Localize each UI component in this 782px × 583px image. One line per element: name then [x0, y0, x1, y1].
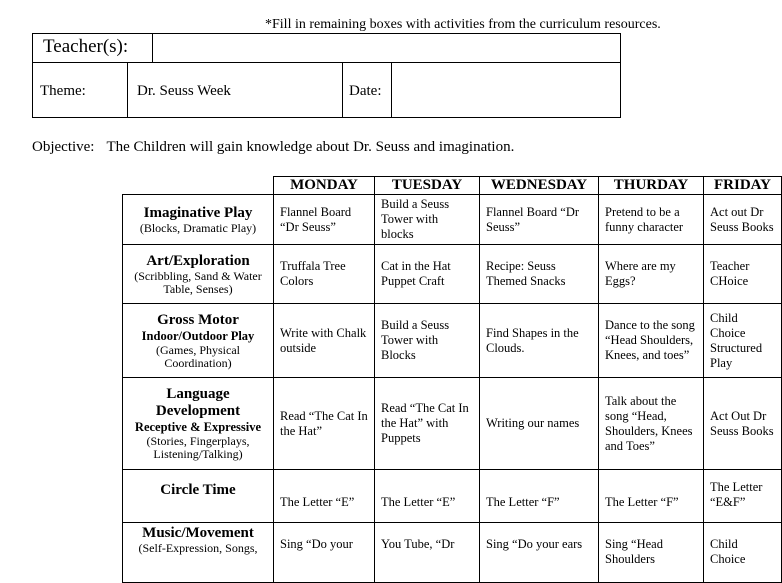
activity-cell[interactable]: Child Choice Structured Play: [704, 304, 782, 378]
date-field[interactable]: [392, 63, 620, 118]
activity-cell[interactable]: Find Shapes in the Clouds.: [480, 304, 599, 378]
activity-cell[interactable]: Talk about the song “Head, Shoulders, Knees and Toes”: [599, 378, 704, 470]
row-label: [123, 378, 274, 470]
header-box: [32, 33, 621, 118]
activity-cell[interactable]: Pretend to be a funny character: [599, 195, 704, 245]
activity-cell[interactable]: Dance to the song “Head Shoulders, Knees, and toes”: [599, 304, 704, 378]
row-description: (Scribbling, Sand & Water Table, Senses): [134, 268, 262, 296]
corner-cell: [123, 177, 274, 195]
activity-cell[interactable]: Writing our names: [480, 378, 599, 470]
day-thursday: THURDAY: [599, 177, 704, 195]
theme-label: Theme:: [33, 63, 128, 118]
day-tuesday: TUESDAY: [375, 177, 480, 195]
activity-cell[interactable]: Cat in the Hat Puppet Craft: [375, 245, 480, 304]
row-description: (Stories, Fingerplays, Listening/Talking): [146, 434, 250, 461]
activity-cell[interactable]: Sing “Head Shoulders: [599, 523, 704, 583]
day-wednesday: WEDNESDAY: [480, 177, 599, 195]
activity-cell[interactable]: The Letter “E”: [274, 470, 375, 523]
activity-cell[interactable]: Sing “Do your: [274, 523, 375, 583]
activity-cell[interactable]: The Letter “F”: [480, 470, 599, 523]
objective: [32, 139, 514, 156]
table-row: [123, 304, 782, 378]
row-title: Music/Movement: [142, 525, 254, 541]
teacher-field[interactable]: [153, 34, 620, 63]
activity-cell[interactable]: Teacher CHoice: [704, 245, 782, 304]
table-row: [123, 378, 782, 470]
row-description: (Blocks, Dramatic Play): [139, 220, 257, 235]
row-title: Circle Time: [160, 482, 236, 498]
row-title: Imaginative Play: [143, 204, 253, 221]
day-header-row: [123, 177, 782, 195]
row-label: [123, 470, 274, 523]
theme-field[interactable]: Dr. Seuss Week: [128, 63, 343, 118]
activity-cell[interactable]: The Letter “F”: [599, 470, 704, 523]
activity-cell[interactable]: The Letter “E”: [375, 470, 480, 523]
activity-cell[interactable]: Read “The Cat In the Hat” with Puppets: [375, 378, 480, 470]
row-title: Language Development: [155, 386, 241, 419]
table-row: [123, 195, 782, 245]
activity-cell[interactable]: The Letter “E&F”: [704, 470, 782, 523]
table-row: [123, 470, 782, 523]
teacher-label: Teacher(s):: [33, 34, 153, 63]
row-title: Art/Exploration: [146, 252, 250, 269]
activity-cell[interactable]: Build a Seuss Tower with Blocks: [375, 304, 480, 378]
date-label: Date:: [343, 63, 392, 118]
row-label: [123, 304, 274, 378]
day-friday: FRIDAY: [704, 177, 782, 195]
row-subtitle: Indoor/Outdoor Play: [141, 328, 255, 343]
activity-cell[interactable]: Truffala Tree Colors: [274, 245, 375, 304]
activity-cell[interactable]: Recipe: Seuss Themed Snacks: [480, 245, 599, 304]
objective-label: Objective:: [32, 139, 95, 155]
row-subtitle: Receptive & Expressive: [134, 420, 262, 434]
table-row: [123, 245, 782, 304]
activity-cell[interactable]: You Tube, “Dr: [375, 523, 480, 583]
activity-cell[interactable]: Read “The Cat In the Hat”: [274, 378, 375, 470]
row-description: (Games, Physical Coordination): [156, 342, 240, 370]
activity-cell[interactable]: Flannel Board “Dr Seuss”: [274, 195, 375, 245]
activity-cell[interactable]: Sing “Do your ears: [480, 523, 599, 583]
activity-cell[interactable]: Build a Seuss Tower with blocks: [375, 195, 480, 245]
activity-cell[interactable]: Flannel Board “Dr Seuss”: [480, 195, 599, 245]
activity-cell[interactable]: Child Choice: [704, 523, 782, 583]
day-monday: MONDAY: [274, 177, 375, 195]
row-title: Gross Motor: [157, 311, 239, 328]
row-description: (Self-Expression, Songs,: [138, 541, 258, 555]
row-label: [123, 245, 274, 304]
activity-cell[interactable]: Act Out Dr Seuss Books: [704, 378, 782, 470]
activity-cell[interactable]: Write with Chalk outside: [274, 304, 375, 378]
instruction-note: *Fill in remaining boxes with activities from the curriculum resources.: [265, 17, 661, 32]
activity-cell[interactable]: Act out Dr Seuss Books: [704, 195, 782, 245]
activity-cell[interactable]: Where are my Eggs?: [599, 245, 704, 304]
row-label: [123, 195, 274, 245]
objective-text: The Children will gain knowledge about Dr. Seuss and imagination.: [106, 139, 515, 155]
lesson-plan-table: [122, 176, 781, 583]
